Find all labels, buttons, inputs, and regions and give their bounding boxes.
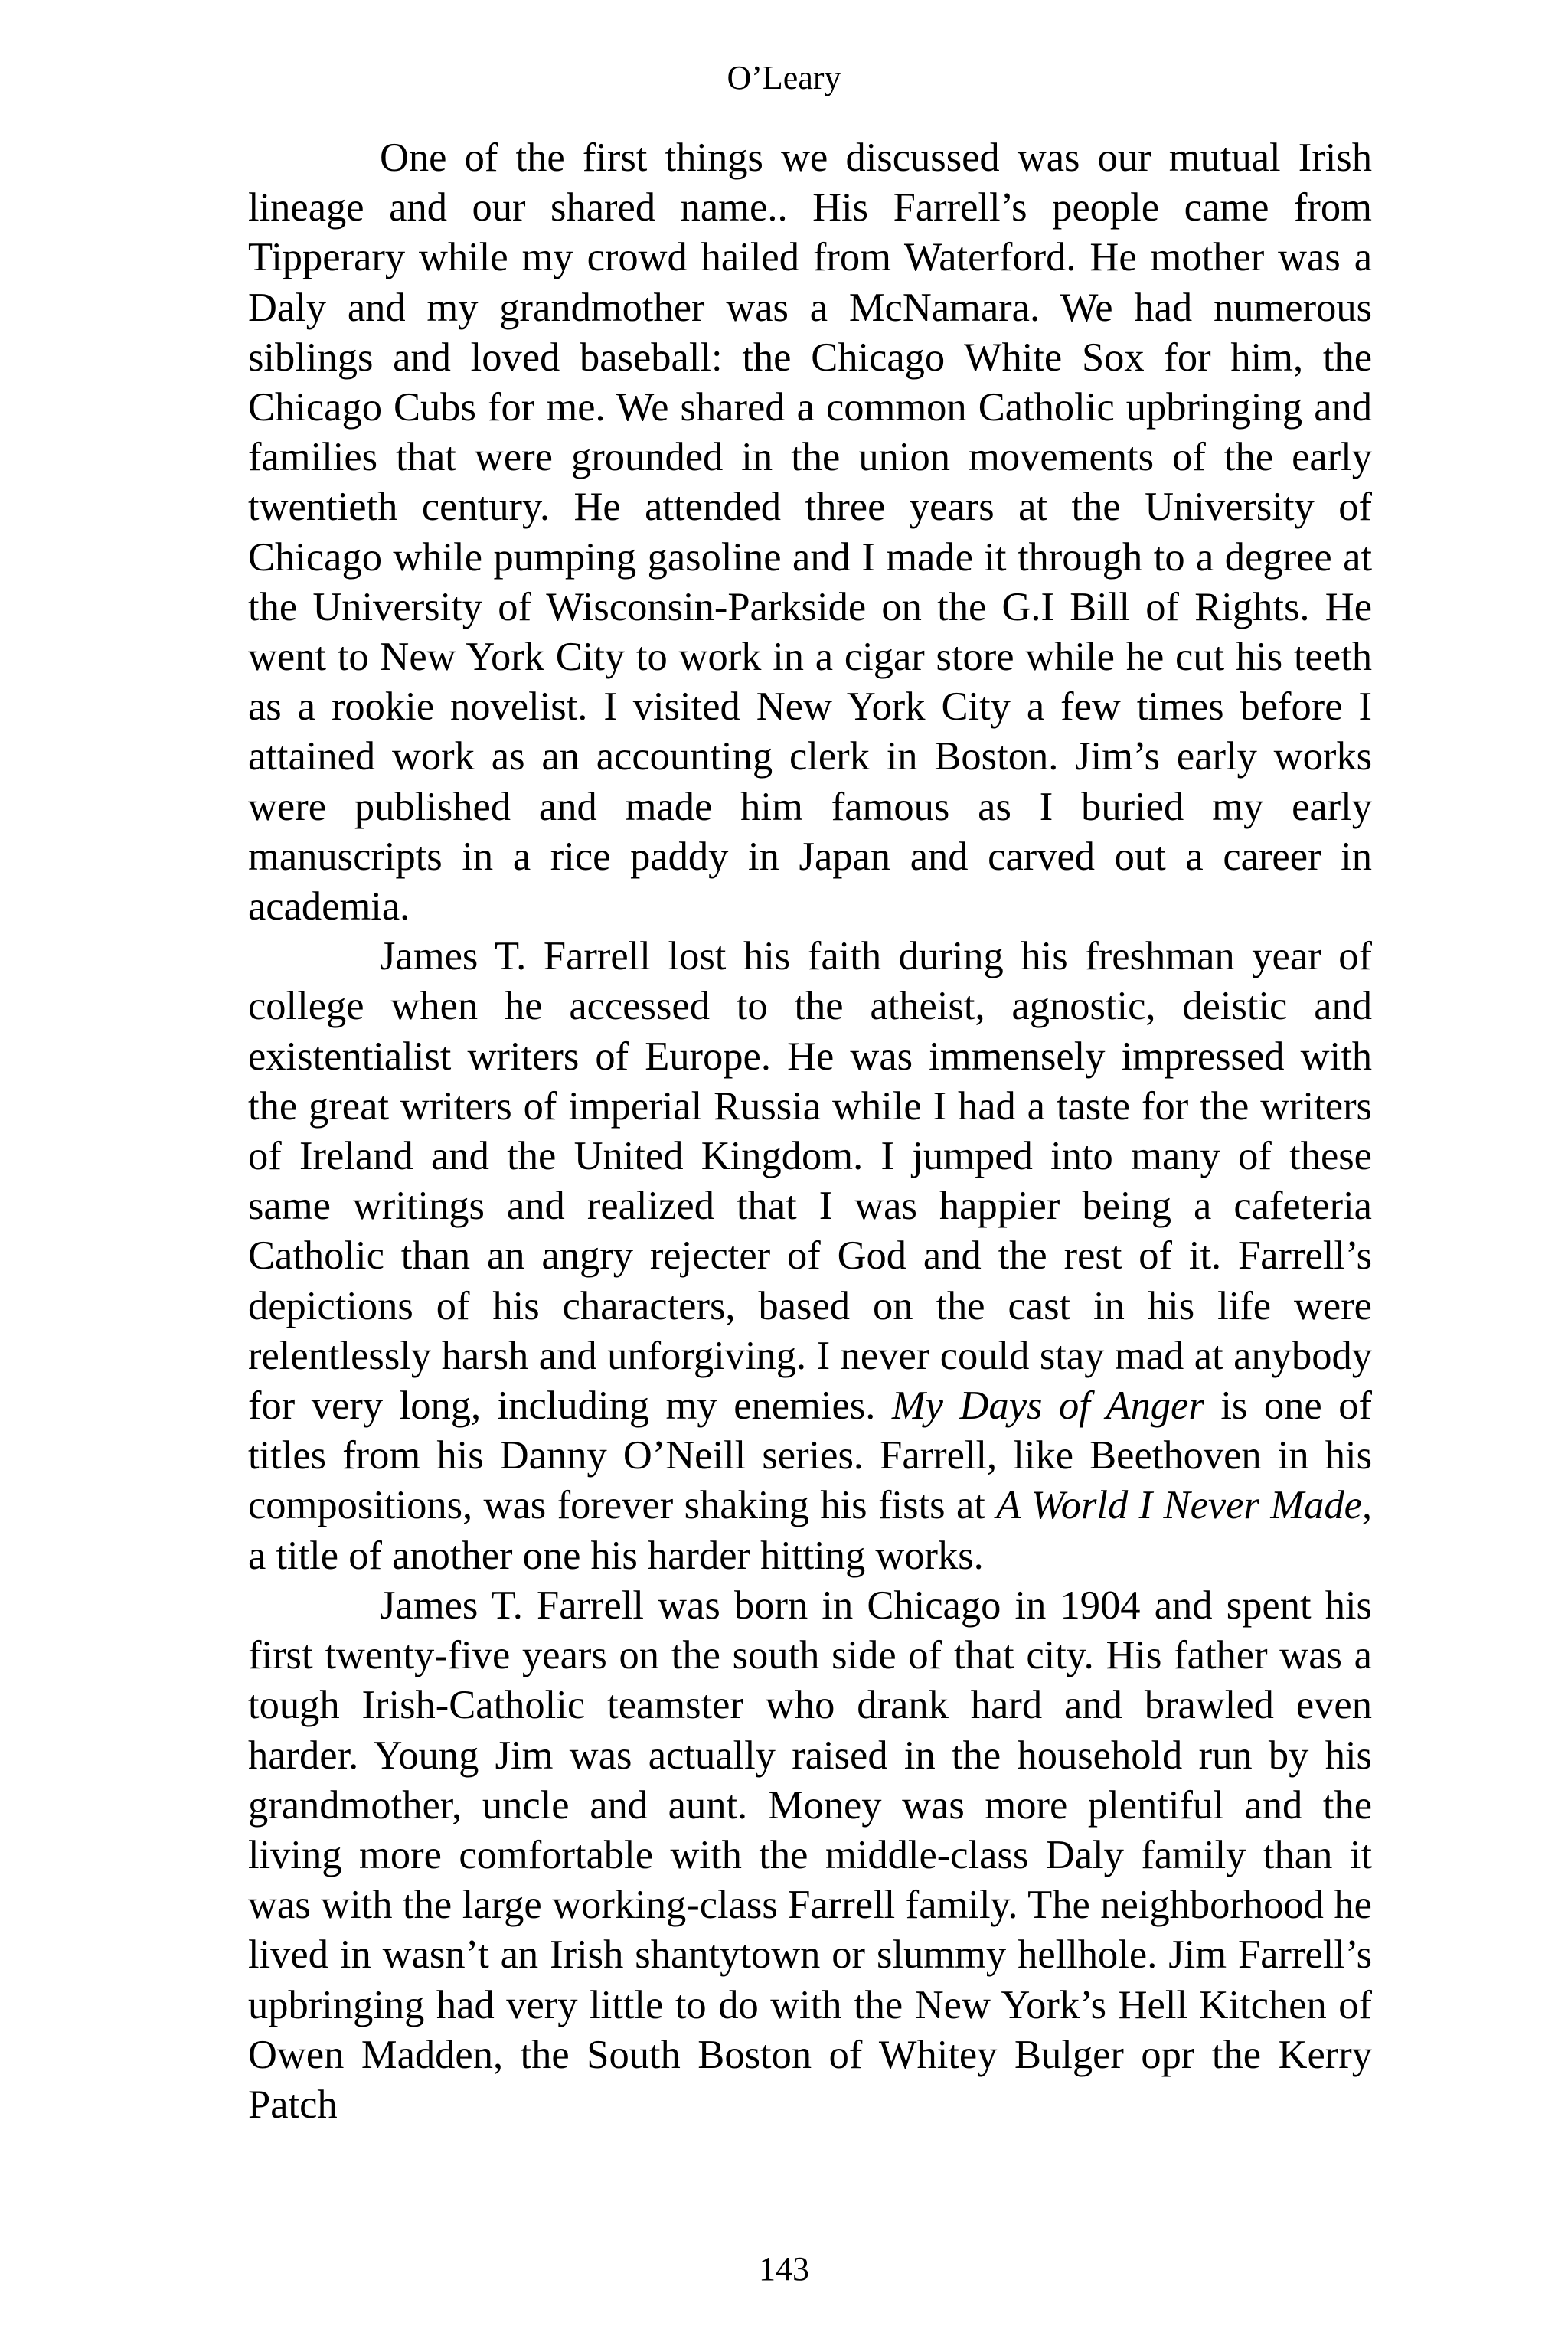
paragraph-3: James T. Farrell was born in Chicago in 1904 and spent his first twenty-five years on the south side of that city. His father was a tough Irish-Catholic teamster who drank hard and brawled even harder. Young Jim was actually raised in the household run by his grandmother, uncle and aunt. Money was more plentiful and the living more comfortable with the middle-class Daly family than it was with the large working-class Farrell family. The neighborhood he lived in wasn’t an Irish shantytown or slummy hellhole. Jim Farrell’s upbringing had very little to do with the New York’s Hell Kitchen of Owen Madden, the South Boston of Whitey Bulger opr the Kerry Patch bbox=[248, 1583, 1372, 2127]
body-text bbox=[248, 133, 1372, 2130]
paragraph-2-text-3: a title of another one his harder hitting works. bbox=[248, 1533, 984, 1578]
page-number: 143 bbox=[759, 2250, 809, 2288]
book-title-my-days-of-anger: My Days of Anger bbox=[891, 1383, 1204, 1429]
running-head: O’Leary bbox=[727, 59, 841, 96]
book-title-a-world-i-never-made: A World I Never Made, bbox=[996, 1483, 1372, 1528]
paragraph-2 bbox=[248, 932, 1372, 1581]
paragraph-2-text-2: is one of titles from his Danny O’Neill series. Farrell, like Beethoven in his compositions, was forever shaking his fists at bbox=[248, 1383, 1373, 1528]
paragraph-2-text-1: James T. Farrell lost his faith during his freshman year of college when he accessed to the atheist, agnostic, deistic and existentialist writers of Europe. He was immensely impressed with the great writers of imperial Russia while I had a taste for the writers of Ireland and the United Kingdom. I jumped into many of these same writings and realized that I was happier being a cafeteria Catholic than an angry rejecter of God and the rest of it. Farrell’s depictions of his characters, based on the cast in his life were relentlessly harsh and unforgiving. I never could stay mad at anybody for very long, including my enemies. bbox=[248, 934, 1372, 1429]
paragraph-1: One of the first things we discussed was our mutual Irish lineage and our shared name.. His Farrell’s people came from Tipperary while my crowd hailed from Waterford. He mother was a Daly and my grandmother was a McNamara. We had numerous siblings and loved baseball: the Chicago White Sox for him, the Chicago Cubs for me. We shared a common Catholic upbringing and families that were grounded in the union movements of the early twentieth century. He attended three years at the University of Chicago while pumping gasoline and I made it through to a degree at the University of Wisconsin-Parkside on the G.I Bill of Rights. He went to New York City to work in a cigar store while he cut his teeth as a rookie novelist. I visited New York City a few times before I attained work as an accounting clerk in Boston. Jim’s early works were published and made him famous as I buried my early manuscripts in a rice paddy in Japan and carved out a career in academia. bbox=[248, 136, 1372, 929]
